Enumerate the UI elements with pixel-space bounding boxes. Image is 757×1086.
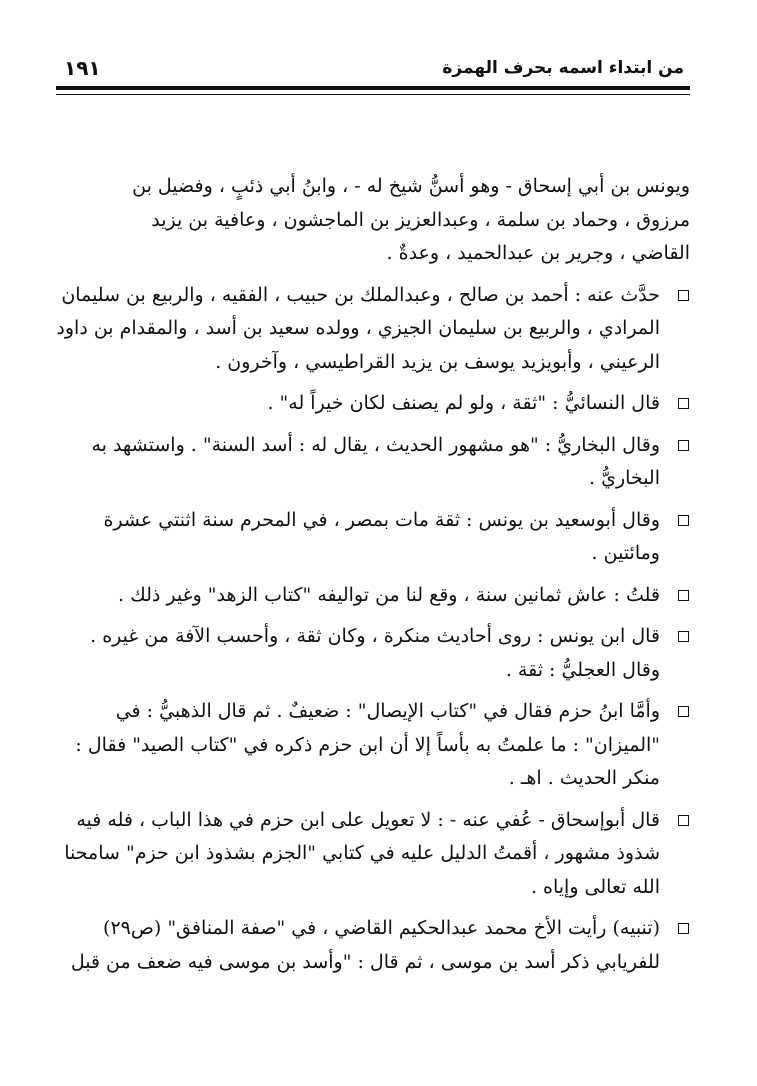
bulleted-paragraph <box>50 912 690 979</box>
text-line: المرادي ، والربيع بن سليمان الجيزي ، وولده سعيد بن أسد ، والمقدام بن داود <box>56 317 660 339</box>
square-bullet-icon <box>678 631 689 642</box>
text-line: شذوذ مشهور ، أقمتُ الدليل عليه في كتابي "الجزم بشذوذ ابن حزم" سامحنا <box>64 842 660 864</box>
square-bullet-icon <box>678 515 689 526</box>
square-bullet-icon <box>678 290 689 301</box>
text-line: القاضي ، وجرير بن عبدالحميد ، وعدةٌ . <box>386 242 690 264</box>
square-bullet-icon <box>678 440 689 451</box>
text-line: وأمَّا ابنُ حزم فقال في "كتاب الإيصال" : ضعيفٌ . ثم قال الذهبيُّ : في <box>115 700 660 722</box>
text-line: منكر الحديث . اهـ . <box>508 767 660 789</box>
square-bullet-icon <box>678 923 689 934</box>
text-line: الله تعالى وإياه . <box>530 875 660 898</box>
square-bullet-icon <box>678 706 689 717</box>
header-rule-thick <box>56 86 690 90</box>
body-text <box>50 170 690 987</box>
text-line: قلتُ : عاش ثمانين سنة ، وقع لنا من تواليفه "كتاب الزهد" وغير ذلك . <box>118 583 660 606</box>
text-line: "الميزان" : ما علمتُ به بأساً إلا أن ابن حزم ذكره في "كتاب الصيد" فقال : <box>75 733 660 756</box>
bulleted-paragraph <box>50 279 690 380</box>
text-line: قال أبوإسحاق - عُفي عنه - : لا تعويل على ابن حزم في هذا الباب ، فله فيه <box>76 808 660 831</box>
running-title: من ابتداء اسمه بحرف الهمزة <box>442 58 684 78</box>
bulleted-paragraph <box>50 695 690 796</box>
page-header <box>56 56 690 84</box>
bulleted-paragraph <box>50 504 690 571</box>
text-line: حدَّث عنه : أحمد بن صالح ، وعبدالملك بن حبيب ، الفقيه ، والربيع بن سليمان <box>61 283 660 306</box>
text-line: للفريابي ذكر أسد بن موسى ، ثم قال : "وأسد بن موسى فيه ضعف من قبل <box>70 950 660 973</box>
square-bullet-icon <box>678 815 689 826</box>
header-rule-thin <box>56 94 690 95</box>
text-line: ومائتين . <box>591 542 660 564</box>
square-bullet-icon <box>678 590 689 601</box>
bulleted-paragraph <box>50 620 690 687</box>
text-line: مرزوق ، وحماد بن سلمة ، وعبدالعزيز بن الماجشون ، وعافية بن يزيد <box>151 208 690 231</box>
text-line: قال النسائيُّ : "ثقة ، ولو لم يصنف لكان خيراً له" . <box>267 392 660 414</box>
page-number: ١٩١ <box>64 56 101 80</box>
bulleted-paragraph <box>50 429 690 496</box>
text-line: ويونس بن أبي إسحاق - وهو أسنُّ شيخ له - ، وابنُ أبي ذئبٍ ، وفضيل بن <box>132 175 690 197</box>
text-line: قال ابن يونس : روى أحاديث منكرة ، وكان ثقة ، وأحسب الآفة من غيره . <box>90 625 660 647</box>
text-line: وقال أبوسعيد بن يونس : ثقة مات بمصر ، في المحرم سنة اثنتي عشرة <box>103 508 660 531</box>
bulleted-paragraph <box>50 804 690 905</box>
text-line: وقال العجليُّ : ثقة . <box>505 658 660 681</box>
text-line: وقال البخاريُّ : "هو مشهور الحديث ، يقال له : أسد السنة" . واستشهد به <box>91 433 660 456</box>
text-line: البخاريُّ . <box>589 467 660 489</box>
text-line: الرعيني ، وأبويزيد يوسف بن يزيد القراطيسي ، وآخرون . <box>215 350 660 373</box>
paragraph <box>50 170 690 271</box>
square-bullet-icon <box>678 398 689 409</box>
bulleted-paragraph <box>50 387 690 421</box>
bulleted-paragraph <box>50 579 690 613</box>
text-line: (تنبيه) رأيت الأخ محمد عبدالحكيم القاضي ، في "صفة المنافق" (ص٢٩) <box>103 917 660 939</box>
